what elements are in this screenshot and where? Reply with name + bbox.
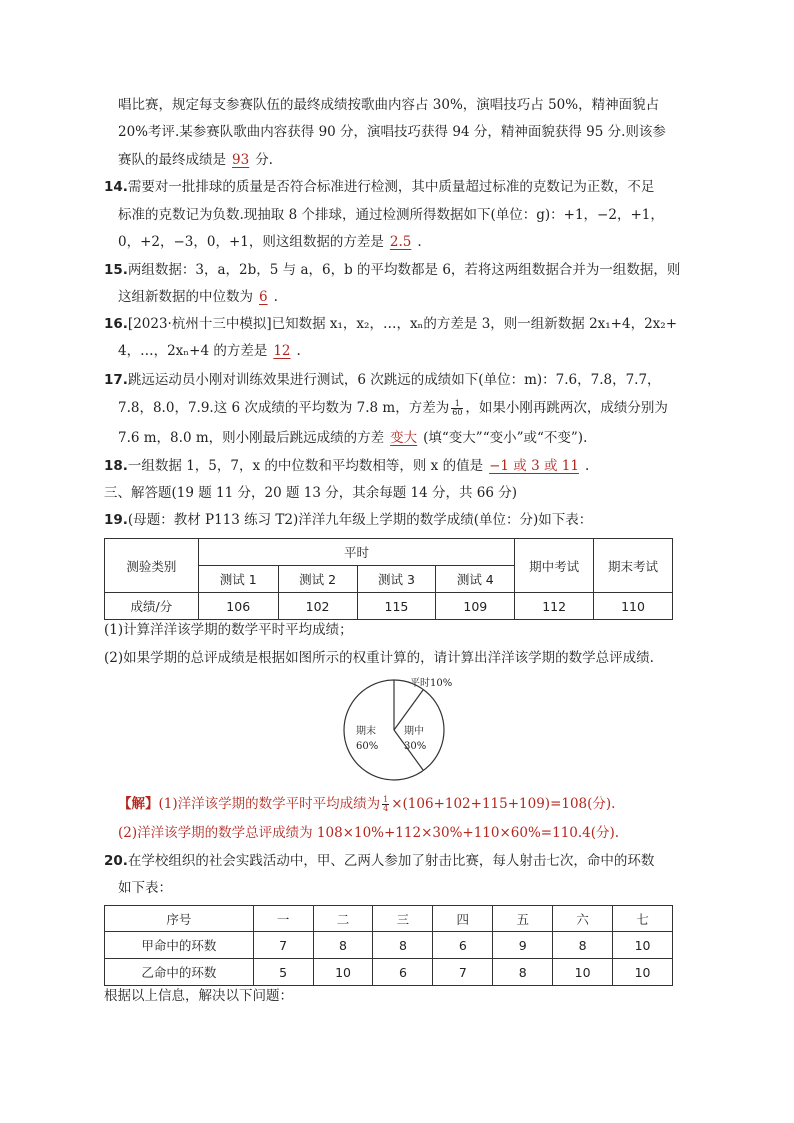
q19-number: 19. (104, 512, 128, 528)
q19-header-test-4: 测试 4 (436, 566, 515, 593)
q19-header-test-3: 测试 3 (357, 566, 436, 593)
q20-cell: 9 (493, 932, 553, 959)
q15-answer: 6 (259, 289, 268, 305)
q14-text-a: 0，+2，−3，0，+1，则这组数据的方差是 (118, 234, 384, 250)
q14-answer: 2.5 (389, 234, 412, 250)
q19-part-1: (1)计算洋洋该学期的数学平时平均成绩； (104, 622, 353, 638)
q14-line-3 (118, 232, 422, 252)
q13-line-1: 唱比赛，规定每支参赛队伍的最终成绩按歌曲内容占 30%，演唱技巧占 50%，精神面貌占 (118, 97, 660, 113)
q20-cell: 10 (613, 959, 673, 986)
q19-cell: 112 (515, 593, 594, 620)
q20-cell: 7 (253, 932, 313, 959)
q20-number: 20. (104, 853, 128, 869)
q17-text-1: 跳远运动员小刚对训练效果进行测试，6 次跳远的成绩如下(单位：m)：7.6，7.8，7.7， (127, 372, 661, 388)
q15-text-a: 这组新数据的中位数为 (118, 289, 253, 305)
q20-row-label-yi: 乙命中的环数 (105, 959, 254, 986)
q19-cell: 115 (357, 593, 436, 620)
q19-header-midterm: 期中考试 (515, 539, 594, 593)
q17-fraction (451, 400, 463, 417)
q19-solution-2: (2)洋洋该学期的数学总评成绩为 108×10%+112×30%+110×60%=110.4(分). (118, 825, 620, 841)
q17-line-2 (118, 398, 668, 418)
q17-text-b: ，如果小刚再跳两次，成绩分别为 (465, 400, 668, 416)
q19-solution-1 (118, 794, 615, 814)
q19-solution-fraction-numerator: 1 (383, 795, 389, 804)
q15-line-1 (104, 260, 680, 280)
q15-number: 15. (104, 262, 128, 278)
q20-header: 二 (313, 906, 373, 932)
q20-header: 五 (493, 906, 553, 932)
q14-line-2: 标准的克数记为负数.现抽取 8 个排球，通过检测所得数据如下(单位：g)：+1，−2，+1， (118, 207, 664, 223)
q16-text-a: 4，…，2xₙ+4 的方差是 (118, 343, 268, 359)
q20-cell: 8 (313, 932, 373, 959)
q19-row-label: 成绩/分 (105, 593, 199, 620)
q20-header: 六 (553, 906, 613, 932)
q16-text-1: [2023·杭州十三中模拟]已知数据 x₁，x₂，…，xₙ的方差是 3，则一组新数据 2x₁+4，2x₂+ (127, 316, 678, 332)
solution-tag: 【解】 (118, 796, 159, 812)
q14-line-1 (104, 177, 654, 197)
q19-part-2: (2)如果学期的总评成绩是根据如图所示的权重计算的，请计算出洋洋该学期的数学总评成绩. (104, 650, 654, 666)
q19-cell: 110 (594, 593, 673, 620)
q19-solution-fraction (382, 796, 389, 813)
q20-row-label-jia: 甲命中的环数 (105, 932, 254, 959)
q19-text-1: (母题：教材 P113 练习 T2)洋洋九年级上学期的数学成绩(单位：分)如下表： (127, 512, 593, 528)
q20-cell: 6 (433, 932, 493, 959)
q20-header: 七 (613, 906, 673, 932)
table-row (105, 959, 673, 986)
q17-answer: 变大 (390, 430, 418, 446)
q18-text-a: 一组数据 1，5，7，x 的中位数和平均数相等，则 x 的值是 (127, 458, 484, 474)
pie-label-mid-name: 期中 (404, 726, 424, 737)
q19-header-ordinary: 平时 (198, 539, 514, 566)
q20-cell: 10 (553, 959, 613, 986)
q19-solution-1-text-b: ×(106+102+115+109)=108(分). (391, 796, 616, 812)
pie-label-final-pct: 60% (356, 741, 379, 752)
q19-cell: 102 (278, 593, 357, 620)
q17-line-1 (104, 370, 661, 390)
q20-text-1: 在学校组织的社会实践活动中，甲、乙两人参加了射击比赛，每人射击七次，命中的环数 (127, 853, 655, 869)
q14-number: 14. (104, 179, 128, 195)
q17-text-c: 7.6 m，8.0 m，则小刚最后跳远成绩的方差 (118, 430, 385, 446)
q20-cell: 7 (433, 959, 493, 986)
q20-header: 四 (433, 906, 493, 932)
table-row (105, 932, 673, 959)
q20-cell: 8 (493, 959, 553, 986)
q20-shooting-table (104, 905, 673, 986)
q20-header: 一 (253, 906, 313, 932)
q19-solution-fraction-denominator: 4 (383, 804, 389, 813)
q16-line-1 (104, 314, 677, 334)
q20-cell: 8 (373, 932, 433, 959)
q13-answer: 93 (232, 152, 250, 168)
q18-line-1 (104, 456, 589, 476)
q16-text-b: . (296, 343, 301, 359)
q13-line-2: 20%考评.某参赛队歌曲内容获得 90 分，演唱技巧获得 94 分，精神面貌获得 95 分.则该参 (118, 124, 666, 140)
q20-cell: 10 (313, 959, 373, 986)
q17-text-d: (填“变大”“变小”或“不变”). (423, 430, 588, 446)
q16-number: 16. (104, 316, 128, 332)
q16-line-2 (118, 341, 301, 361)
pie-label-mid-pct: 30% (404, 741, 427, 752)
q20-header: 三 (373, 906, 433, 932)
q13-text-b: 分. (255, 152, 273, 168)
q13-line-3 (118, 150, 273, 170)
q16-answer: 12 (273, 343, 291, 359)
q19-header-test-2: 测试 2 (278, 566, 357, 593)
q19-cell: 109 (436, 593, 515, 620)
q19-header-type: 测验类别 (105, 539, 199, 593)
q18-number: 18. (104, 458, 128, 474)
section-3-heading: 三、解答题(19 题 11 分，20 题 13 分，其余每题 14 分，共 66 分) (104, 485, 518, 501)
pie-label-ordinary: 平时10% (410, 678, 453, 689)
q20-after-table: 根据以上信息，解决以下问题： (104, 988, 293, 1004)
q20-header-label: 序号 (105, 906, 254, 932)
q14-text-1: 需要对一批排球的质量是否符合标准进行检测，其中质量超过标准的克数记为正数，不足 (127, 179, 655, 195)
q17-fraction-numerator: 1 (451, 400, 463, 409)
q18-answer: −1 或 3 或 11 (489, 458, 579, 474)
q17-line-3 (118, 428, 587, 448)
q14-text-b: . (417, 234, 422, 250)
q20-line-2: 如下表： (118, 880, 172, 896)
q19-cell: 106 (198, 593, 278, 620)
q20-cell: 10 (613, 932, 673, 959)
q15-text-b: . (273, 289, 278, 305)
q17-number: 17. (104, 372, 128, 388)
q19-line-1 (104, 510, 592, 530)
q20-cell: 5 (253, 959, 313, 986)
q20-line-1 (104, 851, 654, 871)
q17-fraction-denominator: 60 (452, 408, 463, 417)
q19-weight-pie-chart (336, 672, 456, 788)
q13-text-a: 赛队的最终成绩是 (118, 152, 226, 168)
pie-label-final-name: 期末 (356, 726, 376, 737)
q18-text-b: . (584, 458, 590, 474)
q15-line-2 (118, 287, 278, 307)
q19-header-final: 期末考试 (594, 539, 673, 593)
q20-cell: 8 (553, 932, 613, 959)
q19-solution-1-text-a: (1)洋洋该学期的数学平时平均成绩为 (158, 796, 381, 812)
q20-cell: 6 (373, 959, 433, 986)
q19-header-test-1: 测试 1 (198, 566, 278, 593)
q15-text-1: 两组数据：3，a，2b，5 与 a，6，b 的平均数都是 6，若将这两组数据合并为一组数据，则 (127, 262, 681, 278)
q19-score-table (104, 538, 673, 620)
q17-text-a: 7.8，8.0，7.9.这 6 次成绩的平均数为 7.8 m，方差为 (118, 400, 450, 416)
